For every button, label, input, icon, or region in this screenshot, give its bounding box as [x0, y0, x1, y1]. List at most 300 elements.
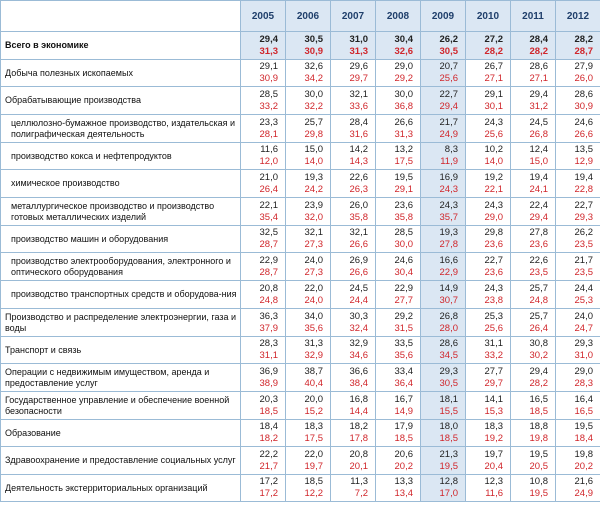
row-label: Обрабатывающие производства [1, 87, 241, 115]
value-cell [421, 253, 466, 281]
table-row [1, 281, 600, 309]
value-secondary: 28,7 [259, 266, 278, 278]
value-cell [241, 87, 286, 115]
value-primary: 32,1 [304, 227, 323, 238]
value-primary: 22,9 [394, 282, 413, 294]
value-cell [466, 392, 511, 420]
value-secondary: 35,8 [349, 211, 368, 223]
value-primary: 22,2 [259, 448, 278, 460]
value-secondary: 26,4 [259, 183, 278, 195]
value-primary: 30,8 [529, 338, 548, 349]
value-cell [511, 32, 556, 60]
value-secondary: 20,1 [349, 460, 368, 472]
value-secondary: 30,1 [484, 100, 503, 112]
value-cell [376, 226, 421, 253]
value-primary: 29,4 [529, 88, 548, 100]
value-secondary: 26,6 [574, 128, 593, 140]
value-primary: 19,4 [529, 171, 548, 183]
value-cell [331, 115, 376, 143]
value-secondary: 26,4 [529, 322, 548, 334]
table-row [1, 170, 600, 198]
value-cell [376, 87, 421, 115]
value-cell [421, 392, 466, 420]
value-primary: 13,2 [394, 144, 413, 155]
value-cell [466, 143, 511, 170]
value-primary: 18,2 [349, 421, 368, 432]
row-label: производство электрооборудования, электронного и оптического оборудования [1, 253, 241, 281]
row-label: Производство и распределение электроэнергии, газа и воды [1, 309, 241, 337]
value-cell [466, 420, 511, 447]
value-cell [376, 143, 421, 170]
value-secondary: 30,9 [304, 45, 323, 57]
value-secondary: 27,8 [439, 239, 458, 250]
value-secondary: 17,5 [394, 156, 413, 167]
value-primary: 21,3 [439, 448, 458, 460]
value-secondary: 27,7 [394, 294, 413, 306]
value-secondary: 11,9 [440, 156, 458, 167]
row-label: Всего в экономике [1, 32, 241, 60]
value-secondary: 27,3 [304, 266, 323, 278]
value-secondary: 28,1 [259, 128, 278, 140]
value-secondary: 25,6 [484, 322, 503, 334]
value-secondary: 12,0 [259, 156, 278, 167]
table-row [1, 309, 600, 337]
value-cell [286, 32, 331, 60]
value-secondary: 26,3 [349, 183, 368, 195]
value-cell [376, 253, 421, 281]
value-secondary: 24,3 [439, 183, 458, 195]
value-secondary: 30,2 [529, 350, 548, 361]
value-cell [376, 281, 421, 309]
row-label: Деятельность экстерриториальных организаций [1, 475, 241, 502]
value-primary: 8,3 [444, 144, 458, 155]
value-cell [556, 170, 600, 198]
value-secondary: 19,7 [304, 460, 323, 472]
value-cell [241, 337, 286, 364]
value-cell [556, 143, 600, 170]
value-cell [511, 170, 556, 198]
value-secondary: 22,8 [574, 183, 593, 195]
value-primary: 13,3 [394, 476, 413, 487]
value-secondary: 15,0 [529, 156, 548, 167]
value-primary: 18,3 [484, 421, 503, 432]
value-primary: 23,9 [304, 199, 323, 211]
value-cell [421, 87, 466, 115]
value-primary: 32,6 [304, 61, 323, 72]
value-secondary: 31,3 [259, 45, 278, 57]
value-secondary: 32,2 [304, 100, 323, 112]
value-primary: 26,0 [349, 199, 368, 211]
value-cell [286, 170, 331, 198]
value-cell [421, 447, 466, 475]
value-secondary: 31,3 [394, 128, 413, 140]
value-secondary: 36,4 [394, 377, 413, 389]
value-secondary: 27,3 [304, 239, 323, 250]
value-cell [331, 420, 376, 447]
value-secondary: 20,4 [484, 460, 503, 472]
value-secondary: 30,0 [394, 239, 413, 250]
value-primary: 29,3 [439, 365, 458, 377]
value-secondary: 17,2 [259, 488, 278, 499]
value-cell [286, 420, 331, 447]
value-cell [376, 198, 421, 226]
value-primary: 30,4 [394, 33, 413, 45]
value-primary: 31,1 [484, 338, 503, 349]
value-primary: 25,7 [304, 116, 323, 128]
value-cell [376, 475, 421, 502]
value-secondary: 22,9 [439, 266, 458, 278]
value-secondary: 29,0 [484, 211, 503, 223]
value-primary: 29,8 [484, 227, 503, 238]
value-cell [241, 115, 286, 143]
value-cell [466, 198, 511, 226]
year-header: 2009 [421, 1, 466, 32]
value-secondary: 35,6 [394, 350, 413, 361]
value-primary: 16,9 [439, 171, 458, 183]
value-primary: 24,3 [484, 116, 503, 128]
value-cell [421, 475, 466, 502]
value-secondary: 20,5 [529, 460, 548, 472]
value-primary: 36,9 [259, 365, 278, 377]
value-primary: 18,5 [304, 476, 323, 487]
value-secondary: 40,4 [304, 377, 323, 389]
value-primary: 18,1 [439, 393, 458, 405]
value-primary: 20,8 [259, 282, 278, 294]
value-secondary: 18,5 [259, 405, 278, 417]
value-primary: 14,1 [484, 393, 503, 405]
value-cell [286, 309, 331, 337]
value-cell [241, 309, 286, 337]
value-cell [286, 143, 331, 170]
value-primary: 19,3 [439, 227, 458, 238]
value-secondary: 36,8 [394, 100, 413, 112]
value-secondary: 23,6 [484, 239, 503, 250]
value-cell [241, 143, 286, 170]
value-cell [511, 447, 556, 475]
value-cell [286, 447, 331, 475]
value-primary: 18,4 [259, 421, 278, 432]
value-cell [376, 364, 421, 392]
value-primary: 20,3 [259, 393, 278, 405]
value-primary: 19,2 [484, 171, 503, 183]
value-secondary: 18,5 [439, 433, 458, 444]
value-primary: 36,6 [349, 365, 368, 377]
value-cell [466, 337, 511, 364]
value-primary: 29,1 [484, 88, 503, 100]
value-secondary: 35,8 [394, 211, 413, 223]
value-cell [241, 475, 286, 502]
value-secondary: 24,8 [259, 294, 278, 306]
value-secondary: 31,1 [259, 350, 278, 361]
value-cell [556, 475, 600, 502]
value-primary: 27,9 [574, 61, 593, 72]
header-corner [1, 1, 241, 32]
table-row [1, 143, 600, 170]
value-secondary: 38,4 [349, 377, 368, 389]
value-cell [241, 32, 286, 60]
value-secondary: 27,1 [529, 73, 548, 84]
value-cell [286, 60, 331, 87]
year-header: 2008 [376, 1, 421, 32]
table-row [1, 115, 600, 143]
value-primary: 18,0 [439, 421, 458, 432]
value-primary: 22,9 [259, 254, 278, 266]
value-secondary: 32,0 [304, 211, 323, 223]
value-primary: 19,5 [394, 171, 413, 183]
value-secondary: 26,8 [529, 128, 548, 140]
value-secondary: 23,6 [484, 266, 503, 278]
value-secondary: 12,9 [574, 156, 593, 167]
value-secondary: 30,5 [439, 45, 458, 57]
value-primary: 24,6 [394, 254, 413, 266]
value-cell [376, 420, 421, 447]
value-primary: 21,7 [439, 116, 458, 128]
value-primary: 27,7 [484, 365, 503, 377]
value-cell [376, 170, 421, 198]
value-secondary: 23,5 [574, 266, 593, 278]
value-primary: 24,0 [304, 254, 323, 266]
value-cell [376, 447, 421, 475]
value-cell [511, 475, 556, 502]
value-secondary: 19,2 [484, 433, 503, 444]
value-cell [556, 337, 600, 364]
row-label: металлургическое производство и производство готовых металлических изделий [1, 198, 241, 226]
value-cell [511, 337, 556, 364]
value-primary: 28,3 [259, 338, 278, 349]
value-primary: 31,0 [349, 33, 368, 45]
value-cell [421, 281, 466, 309]
value-primary: 29,1 [259, 61, 278, 72]
value-cell [286, 115, 331, 143]
value-cell [466, 87, 511, 115]
value-cell [421, 364, 466, 392]
value-cell [556, 420, 600, 447]
row-label: химическое производство [1, 170, 241, 198]
value-secondary: 32,9 [304, 350, 323, 361]
value-cell [421, 420, 466, 447]
value-primary: 24,6 [574, 116, 593, 128]
value-primary: 19,5 [574, 421, 593, 432]
value-cell [376, 32, 421, 60]
table-row [1, 337, 600, 364]
row-label: Государственное управление и обеспечение военной безопасности [1, 392, 241, 420]
row-label: Здравоохранение и предоставление социальных услуг [1, 447, 241, 475]
year-header: 2012 [556, 1, 600, 32]
value-primary: 28,4 [349, 116, 368, 128]
value-cell [511, 392, 556, 420]
value-secondary: 18,5 [529, 405, 548, 417]
value-primary: 22,7 [574, 199, 593, 211]
value-cell [511, 60, 556, 87]
value-cell [241, 226, 286, 253]
value-secondary: 31,0 [574, 350, 593, 361]
table-row [1, 447, 600, 475]
value-secondary: 12,2 [304, 488, 323, 499]
value-secondary: 24,4 [349, 294, 368, 306]
year-header: 2005 [241, 1, 286, 32]
value-primary: 38,7 [304, 365, 323, 377]
value-secondary: 14,9 [394, 405, 413, 417]
value-cell [421, 170, 466, 198]
value-cell [376, 392, 421, 420]
value-secondary: 29,4 [529, 211, 548, 223]
value-cell [421, 143, 466, 170]
value-primary: 12,3 [484, 476, 503, 487]
value-primary: 29,0 [394, 61, 413, 72]
value-primary: 19,8 [574, 448, 593, 460]
value-primary: 22,7 [484, 254, 503, 266]
value-cell [511, 87, 556, 115]
value-secondary: 34,5 [439, 350, 458, 361]
value-cell [286, 198, 331, 226]
value-secondary: 35,6 [304, 322, 323, 334]
value-secondary: 19,5 [529, 488, 548, 499]
value-secondary: 23,5 [574, 239, 593, 250]
value-secondary: 16,5 [574, 405, 593, 417]
value-secondary: 34,6 [349, 350, 368, 361]
value-primary: 36,3 [259, 310, 278, 322]
value-primary: 28,6 [574, 88, 593, 100]
value-primary: 22,7 [439, 88, 458, 100]
value-primary: 29,3 [574, 338, 593, 349]
value-primary: 16,7 [394, 393, 413, 405]
value-secondary: 18,5 [394, 433, 413, 444]
value-secondary: 31,5 [394, 322, 413, 334]
value-secondary: 28,2 [529, 377, 548, 389]
value-cell [331, 475, 376, 502]
value-primary: 27,2 [484, 33, 503, 45]
value-secondary: 30,4 [394, 266, 413, 278]
value-cell [241, 364, 286, 392]
value-secondary: 7,2 [354, 488, 368, 499]
value-cell [511, 364, 556, 392]
value-primary: 26,9 [349, 254, 368, 266]
value-secondary: 28,7 [574, 45, 593, 57]
value-cell [511, 420, 556, 447]
value-primary: 30,5 [304, 33, 323, 45]
value-secondary: 29,2 [394, 73, 413, 84]
value-cell [421, 226, 466, 253]
year-header: 2010 [466, 1, 511, 32]
value-secondary: 28,2 [529, 45, 548, 57]
value-secondary: 11,6 [485, 488, 503, 499]
table-row [1, 475, 600, 502]
value-cell [331, 143, 376, 170]
value-primary: 17,9 [394, 421, 413, 432]
value-primary: 16,4 [574, 393, 593, 405]
value-cell [556, 198, 600, 226]
value-secondary: 14,0 [484, 156, 503, 167]
value-cell [556, 87, 600, 115]
value-primary: 14,2 [349, 144, 368, 155]
value-primary: 22,4 [529, 199, 548, 211]
value-primary: 29,6 [349, 61, 368, 72]
value-cell [331, 253, 376, 281]
value-secondary: 23,6 [529, 239, 548, 250]
value-secondary: 14,4 [349, 405, 368, 417]
value-cell [241, 198, 286, 226]
value-cell [331, 337, 376, 364]
table-row [1, 392, 600, 420]
value-cell [241, 60, 286, 87]
value-secondary: 28,0 [439, 322, 458, 334]
value-secondary: 17,5 [304, 433, 323, 444]
value-secondary: 26,6 [349, 266, 368, 278]
value-secondary: 31,2 [529, 100, 548, 112]
value-secondary: 37,9 [259, 322, 278, 334]
value-secondary: 33,6 [349, 100, 368, 112]
value-secondary: 32,4 [349, 322, 368, 334]
value-cell [421, 32, 466, 60]
value-primary: 16,8 [349, 393, 368, 405]
value-cell [286, 337, 331, 364]
value-primary: 28,4 [529, 33, 548, 45]
value-secondary: 23,8 [484, 294, 503, 306]
value-secondary: 31,3 [349, 45, 368, 57]
value-secondary: 25,6 [439, 73, 458, 84]
value-secondary: 24,8 [529, 294, 548, 306]
value-primary: 28,6 [529, 61, 548, 72]
value-primary: 26,6 [394, 116, 413, 128]
value-primary: 32,1 [349, 88, 368, 100]
value-cell [421, 309, 466, 337]
value-cell [331, 447, 376, 475]
value-secondary: 24,9 [574, 488, 593, 499]
value-cell [556, 115, 600, 143]
value-cell [331, 32, 376, 60]
row-label: Образование [1, 420, 241, 447]
value-primary: 33,4 [394, 365, 413, 377]
value-cell [466, 475, 511, 502]
year-header: 2011 [511, 1, 556, 32]
value-primary: 32,9 [349, 338, 368, 349]
year-header: 2007 [331, 1, 376, 32]
row-label: производство транспортных средств и оборудова-ния [1, 281, 241, 309]
value-secondary: 15,5 [439, 405, 458, 417]
value-secondary: 25,3 [574, 294, 593, 306]
value-primary: 12,4 [529, 144, 548, 155]
value-cell [466, 60, 511, 87]
value-primary: 20,7 [439, 61, 458, 72]
value-primary: 23,6 [394, 199, 413, 211]
value-cell [286, 226, 331, 253]
value-primary: 10,8 [529, 476, 548, 487]
value-primary: 20,8 [349, 448, 368, 460]
value-primary: 28,6 [439, 338, 458, 349]
value-primary: 11,3 [350, 476, 368, 487]
value-secondary: 28,7 [259, 239, 278, 250]
value-primary: 25,3 [484, 310, 503, 322]
value-primary: 22,1 [259, 199, 278, 211]
value-secondary: 21,7 [259, 460, 278, 472]
value-cell [331, 198, 376, 226]
value-cell [241, 281, 286, 309]
value-primary: 34,0 [304, 310, 323, 322]
value-cell [511, 253, 556, 281]
value-cell [331, 309, 376, 337]
value-primary: 17,2 [259, 476, 278, 487]
value-primary: 26,2 [439, 33, 458, 45]
value-secondary: 30,7 [439, 294, 458, 306]
value-secondary: 24,0 [304, 294, 323, 306]
value-primary: 26,7 [484, 61, 503, 72]
value-secondary: 31,6 [349, 128, 368, 140]
value-secondary: 19,5 [439, 460, 458, 472]
value-secondary: 17,0 [439, 488, 458, 499]
value-cell [286, 392, 331, 420]
value-primary: 30,0 [394, 88, 413, 100]
value-primary: 19,3 [304, 171, 323, 183]
